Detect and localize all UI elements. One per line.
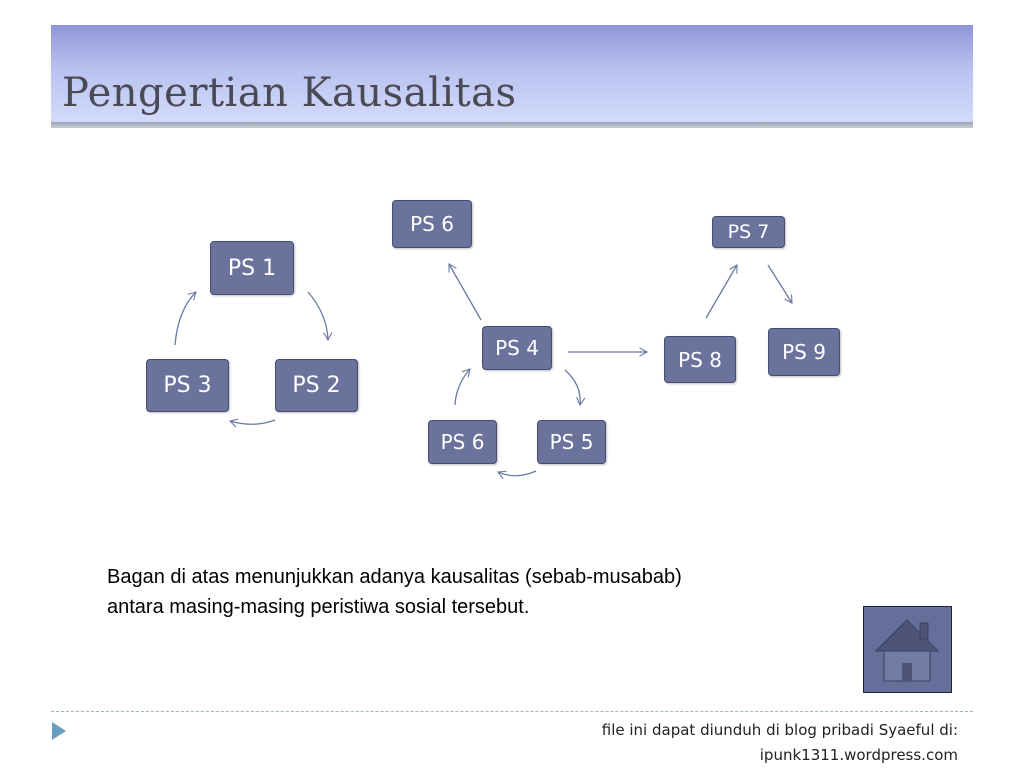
home-icon	[864, 607, 951, 692]
node-ps9: PS 9	[768, 328, 840, 376]
footer-line-1: file ini dapat diunduh di blog pribadi Syaeful di:	[601, 721, 958, 739]
arrow-ps8-ps7	[706, 265, 737, 318]
arrow-ps4-ps5	[565, 370, 580, 405]
caption-line-1: Bagan di atas menunjukkan adanya kausalitas (sebab-musabab)	[107, 566, 682, 588]
node-ps7: PS 7	[712, 216, 785, 248]
slide-caption	[107, 562, 867, 622]
node-ps8: PS 8	[664, 336, 736, 383]
arrow-ps2-ps3	[230, 420, 275, 424]
footer-divider	[51, 711, 973, 712]
node-ps6-bottom: PS 6	[428, 420, 497, 464]
node-ps1: PS 1	[210, 241, 294, 295]
caption-line-2: antara masing-masing peristiwa sosial tersebut.	[107, 596, 530, 618]
triangle-right-icon	[52, 722, 66, 740]
footer-note	[602, 718, 958, 768]
arrow-ps5-ps6bottom	[498, 471, 536, 476]
home-button[interactable]	[863, 606, 952, 693]
arrow-ps7-ps9	[768, 265, 792, 303]
arrow-ps6bottom-ps4	[455, 369, 470, 405]
node-ps3: PS 3	[146, 359, 229, 412]
node-ps4: PS 4	[482, 326, 552, 370]
arrow-ps3-ps1	[175, 292, 196, 345]
arrow-ps1-ps2	[308, 292, 328, 340]
node-ps5: PS 5	[537, 420, 606, 464]
node-ps6-top: PS 6	[392, 200, 472, 248]
arrow-ps4-ps6top	[449, 264, 481, 320]
node-ps2: PS 2	[275, 359, 358, 412]
footer-line-2[interactable]: ipunk1311.wordpress.com	[759, 746, 958, 764]
slide-title: Pengertian Kausalitas	[62, 70, 517, 116]
